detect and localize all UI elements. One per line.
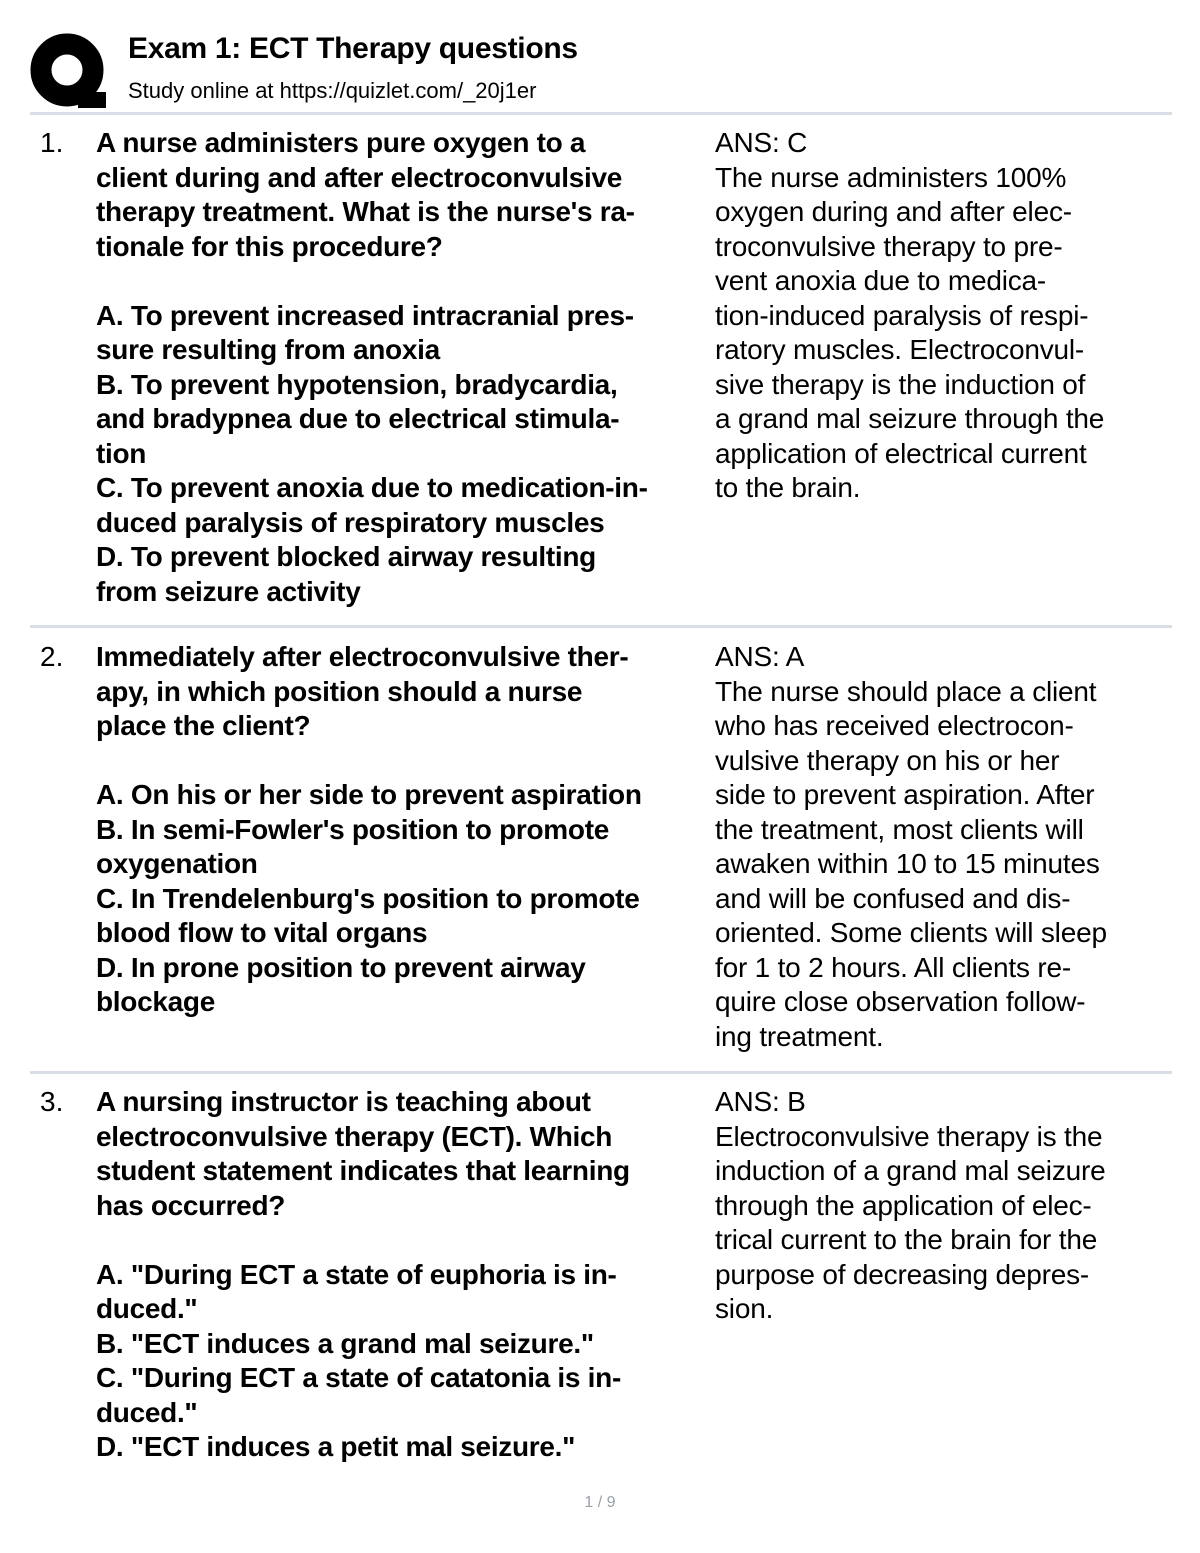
answer-line: oxygen during and after elec- xyxy=(715,196,1072,227)
page-number: 1 / 9 xyxy=(584,1494,616,1511)
question-line: A nursing instructor is teaching about xyxy=(96,1086,591,1117)
question-line: electroconvulsive therapy (ECT). Which xyxy=(96,1120,613,1152)
question-line: Immediately after electroconvulsive ther- xyxy=(96,641,629,672)
answer-line: purpose of decreasing depres- xyxy=(715,1258,1089,1290)
page-header xyxy=(30,28,1172,112)
option-line: duced." xyxy=(96,1293,198,1324)
option-line: from seizure activity xyxy=(96,575,361,607)
question-line: client during and after electroconvulsive xyxy=(96,161,623,193)
option-line: duced paralysis of respiratory muscles xyxy=(96,506,605,538)
option-line: B. "ECT induces a grand mal seizure." xyxy=(96,1327,594,1359)
study-online-link[interactable]: Study online at https://quizlet.com/_20j1er xyxy=(128,78,537,103)
option-line: A. To prevent increased intracranial pres- xyxy=(96,299,634,331)
answer-line: through the application of elec- xyxy=(715,1189,1092,1221)
card-number: 3. xyxy=(40,1086,64,1117)
card-number: 2. xyxy=(40,641,64,672)
answer-line: awaken within 10 to 15 minutes xyxy=(715,848,1100,879)
answer-line: oriented. Some clients will sleep xyxy=(715,917,1107,948)
answer-line: for 1 to 2 hours. All clients re- xyxy=(715,951,1072,983)
answer-line: ANS: C xyxy=(715,127,808,158)
spacer xyxy=(96,1223,708,1258)
answer-line: sive therapy is the induction of xyxy=(715,368,1086,400)
answer-line: tion-induced paralysis of respi- xyxy=(715,299,1089,331)
divider xyxy=(30,112,1172,115)
answer-line: quire close observation follow- xyxy=(715,986,1086,1017)
answer-line: application of electrical current xyxy=(715,437,1087,469)
divider xyxy=(30,625,1172,628)
option-line: C. "During ECT a state of catatonia is in- xyxy=(96,1362,621,1393)
option-line: D. "ECT induces a petit mal seizure." xyxy=(96,1431,576,1462)
option-line: oxygenation xyxy=(96,848,258,879)
option-line: and bradypnea due to electrical stimula- xyxy=(96,403,620,434)
answer-text xyxy=(715,1085,1167,1327)
answer-line: ing treatment. xyxy=(715,1020,884,1052)
option-line: D. To prevent blocked airway resulting xyxy=(96,541,596,572)
divider xyxy=(30,1071,1172,1074)
option-line: sure resulting from anoxia xyxy=(96,334,440,365)
page-title: Exam 1: ECT Therapy questions xyxy=(128,32,578,65)
question-text xyxy=(96,1085,708,1465)
spacer xyxy=(96,264,708,299)
question-line: A nurse administers pure oxygen to a xyxy=(96,127,586,158)
question-line: place the client? xyxy=(96,710,311,741)
answer-line: to the brain. xyxy=(715,472,861,503)
answer-line: sion. xyxy=(715,1293,774,1324)
option-line: C. To prevent anoxia due to medication-in- xyxy=(96,472,648,503)
answer-line: Electroconvulsive therapy is the xyxy=(715,1120,1103,1152)
quizlet-logo-icon xyxy=(30,32,106,108)
question-line: apy, in which position should a nurse xyxy=(96,675,583,707)
spacer xyxy=(96,744,708,779)
answer-line: induction of a grand mal seizure xyxy=(715,1155,1106,1186)
option-line: blood flow to vital organs xyxy=(96,917,428,948)
question-line: student statement indicates that learning xyxy=(96,1155,630,1186)
answer-line: the treatment, most clients will xyxy=(715,813,1084,845)
answer-line: trical current to the brain for the xyxy=(715,1224,1098,1255)
answer-line: side to prevent aspiration. After xyxy=(715,779,1095,810)
answer-text xyxy=(715,126,1167,506)
answer-line: ratory muscles. Electroconvul- xyxy=(715,334,1085,365)
option-line: B. In semi-Fowler's position to promote xyxy=(96,813,609,845)
option-line: A. On his or her side to prevent aspiration xyxy=(96,779,642,810)
answer-line: vulsive therapy on his or her xyxy=(715,744,1060,776)
question-line: has occurred? xyxy=(96,1189,286,1221)
option-line: B. To prevent hypotension, bradycardia, xyxy=(96,368,618,400)
option-line: C. In Trendelenburg's position to promote xyxy=(96,882,640,914)
option-line: duced." xyxy=(96,1396,198,1428)
answer-line: and will be confused and dis- xyxy=(715,882,1071,914)
option-line: tion xyxy=(96,437,147,469)
answer-line: ANS: B xyxy=(715,1086,806,1117)
option-line: A. "During ECT a state of euphoria is in- xyxy=(96,1258,617,1290)
answer-line: The nurse should place a client xyxy=(715,675,1097,707)
card-number: 1. xyxy=(40,127,64,158)
question-text xyxy=(96,126,708,609)
question-line: tionale for this procedure? xyxy=(96,230,443,262)
answer-line: ANS: A xyxy=(715,641,805,672)
answer-line: a grand mal seizure through the xyxy=(715,403,1105,434)
option-line: blockage xyxy=(96,986,215,1017)
question-text xyxy=(96,640,708,1020)
question-line: therapy treatment. What is the nurse's ra- xyxy=(96,196,635,227)
answer-line: The nurse administers 100% xyxy=(715,161,1067,193)
option-line: D. In prone position to prevent airway xyxy=(96,951,586,983)
answer-line: troconvulsive therapy to pre- xyxy=(715,230,1063,262)
answer-text xyxy=(715,640,1167,1054)
answer-line: vent anoxia due to medica- xyxy=(715,265,1047,296)
answer-line: who has received electrocon- xyxy=(715,710,1074,741)
